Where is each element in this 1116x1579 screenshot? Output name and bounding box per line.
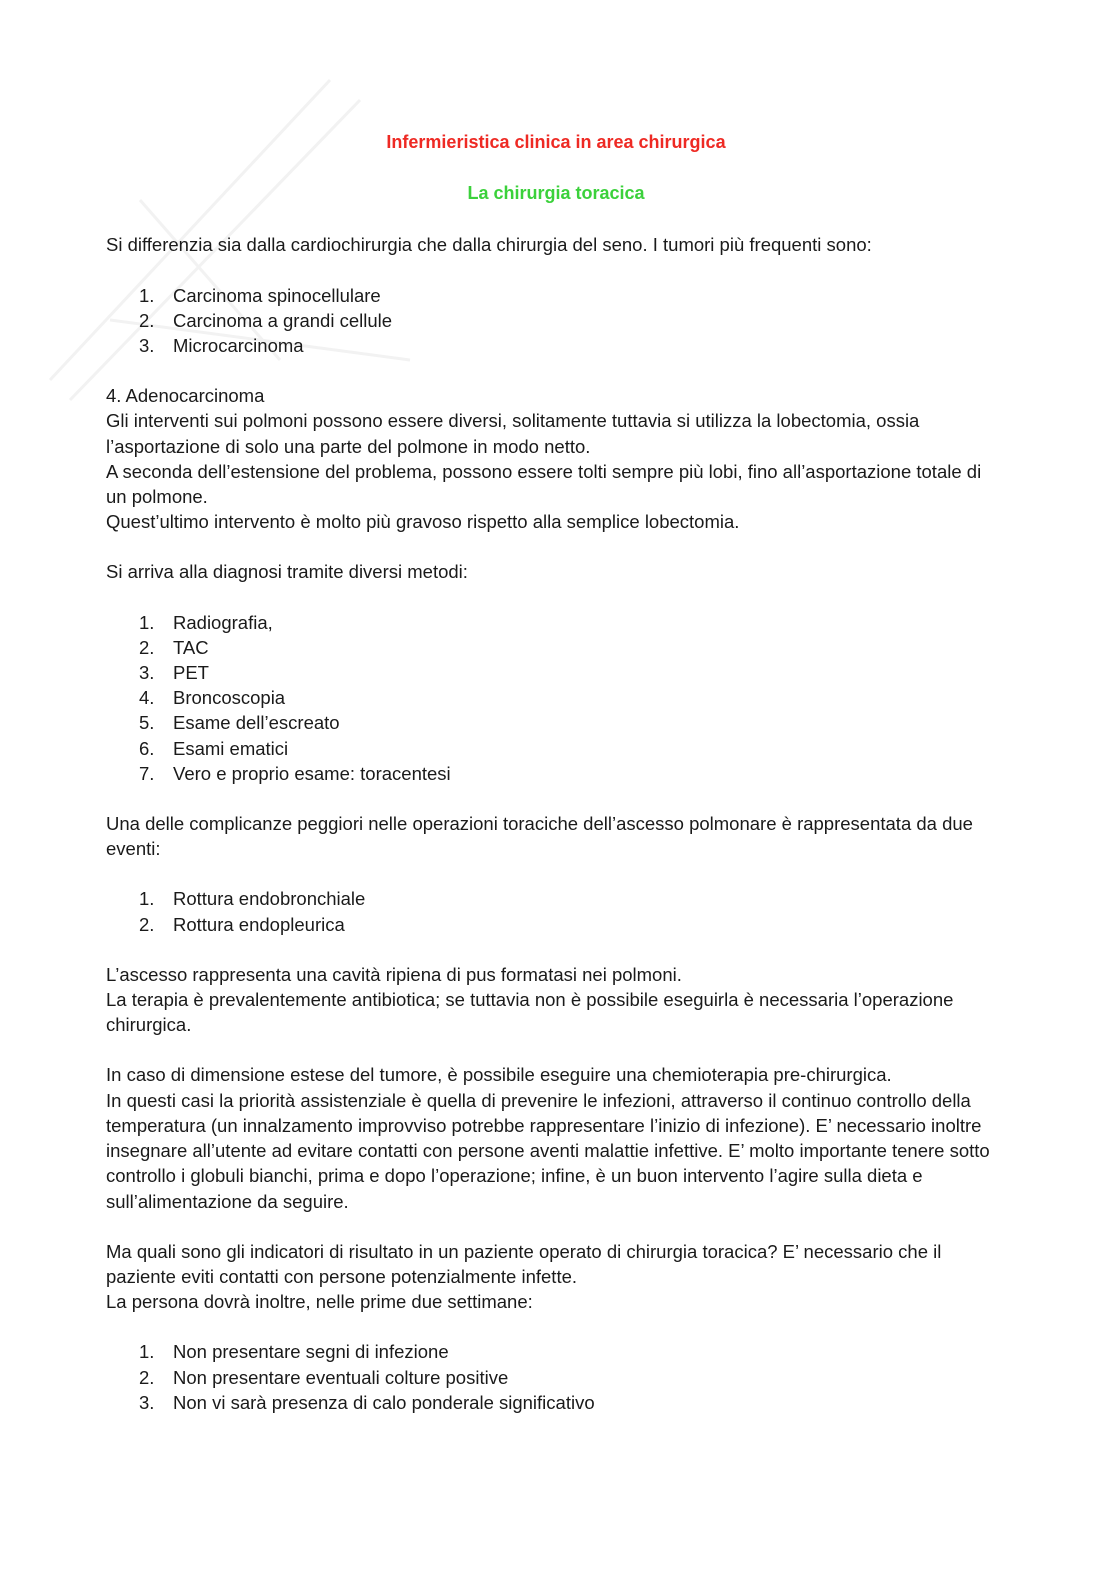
estensione-paragraph: A seconda dell’estensione del problema, possono essere tolti sempre più lobi, fino all’asportazione totale di un polmone.: [106, 460, 982, 508]
document-body: [106, 130, 1006, 1415]
list-item: 2. Carcinoma a grandi cellule: [139, 309, 393, 331]
list-item: 1. Non presentare segni di infezione: [139, 1341, 449, 1363]
interventi-paragraph: Gli interventi sui polmoni possono essere diversi, solitamente tuttavia si utilizza la lobectomia, ossia l’asportazione di solo una parte del polmone in modo netto.: [106, 410, 920, 457]
list-item: 2. TAC: [139, 636, 209, 658]
diagnosi-list: [106, 610, 1006, 786]
complicanze-list: [106, 886, 1006, 936]
list-item: 1. Carcinoma spinocellulare: [139, 284, 381, 306]
list-item: 1. Rottura endobronchiale: [139, 888, 366, 910]
priorita-paragraph: In questi casi la priorità assistenziale è quella di prevenire le infezioni, attraverso il continuo controllo della temperatura (un innalzamento improvviso potrebbe rappresentare l’inizio di infezione). E’ necessario inoltre insegnare all’utente ad evitare contatti con persone aventi malattie infettive. E’ molto importante tenere sotto controllo i globuli bianchi, prima e dopo l’operazione; infine, è un buon intervento l’agire sulla dieta e sull’alimentazione da seguire.: [106, 1089, 990, 1212]
list-item: 3. Non vi sarà presenza di calo ponderale significativo: [139, 1391, 595, 1413]
terapia-paragraph: La terapia è prevalentemente antibiotica; se tuttavia non è possibile eseguirla è necessaria l’operazione chirurgica.: [106, 989, 954, 1036]
list-item: 7. Vero e proprio esame: toracentesi: [139, 762, 451, 784]
complicanze-intro: Una delle complicanze peggiori nelle operazioni toraciche dell’ascesso polmonare è rappresentata da due eventi:: [106, 813, 973, 860]
indicatori-paragraph: Ma quali sono gli indicatori di risultato in un paziente operato di chirurgia toracica? E’ necessario che il paziente eviti contatti con persone potenzialmente infette.: [106, 1240, 942, 1287]
list-item: 5. Esame dell’escreato: [139, 712, 340, 734]
adenocarcinoma-line: 4. Adenocarcinoma: [106, 385, 265, 407]
list-item: 4. Broncoscopia: [139, 687, 286, 709]
list-item: 2. Rottura endopleurica: [139, 913, 345, 935]
intro-paragraph: Si differenzia sia dalla cardiochirurgia che dalla chirurgia del seno. I tumori più frequenti sono:: [106, 234, 872, 256]
list-item: 3. Microcarcinoma: [139, 335, 304, 357]
diagnosi-intro: Si arriva alla diagnosi tramite diversi metodi:: [106, 561, 468, 583]
list-item: 3. PET: [139, 662, 209, 684]
list-item: 6. Esami ematici: [139, 737, 289, 759]
list-item: 2. Non presentare eventuali colture positive: [139, 1366, 509, 1388]
risultati-list: [106, 1339, 1006, 1415]
chemio-paragraph: In caso di dimensione estese del tumore, è possibile eseguire una chemioterapia pre-chirurgica.: [106, 1064, 892, 1086]
gravoso-paragraph: Quest’ultimo intervento è molto più gravoso rispetto alla semplice lobectomia.: [106, 511, 740, 533]
tumors-list: [106, 283, 1006, 359]
document-title: Infermieristica clinica in area chirurgica: [386, 132, 726, 152]
settimane-paragraph: La persona dovrà inoltre, nelle prime due settimane:: [106, 1291, 533, 1313]
ascesso-paragraph: L’ascesso rappresenta una cavità ripiena di pus formatasi nei polmoni.: [106, 963, 682, 985]
list-item: 1. Radiografia,: [139, 611, 273, 633]
document-subtitle: La chirurgia toracica: [467, 183, 645, 204]
